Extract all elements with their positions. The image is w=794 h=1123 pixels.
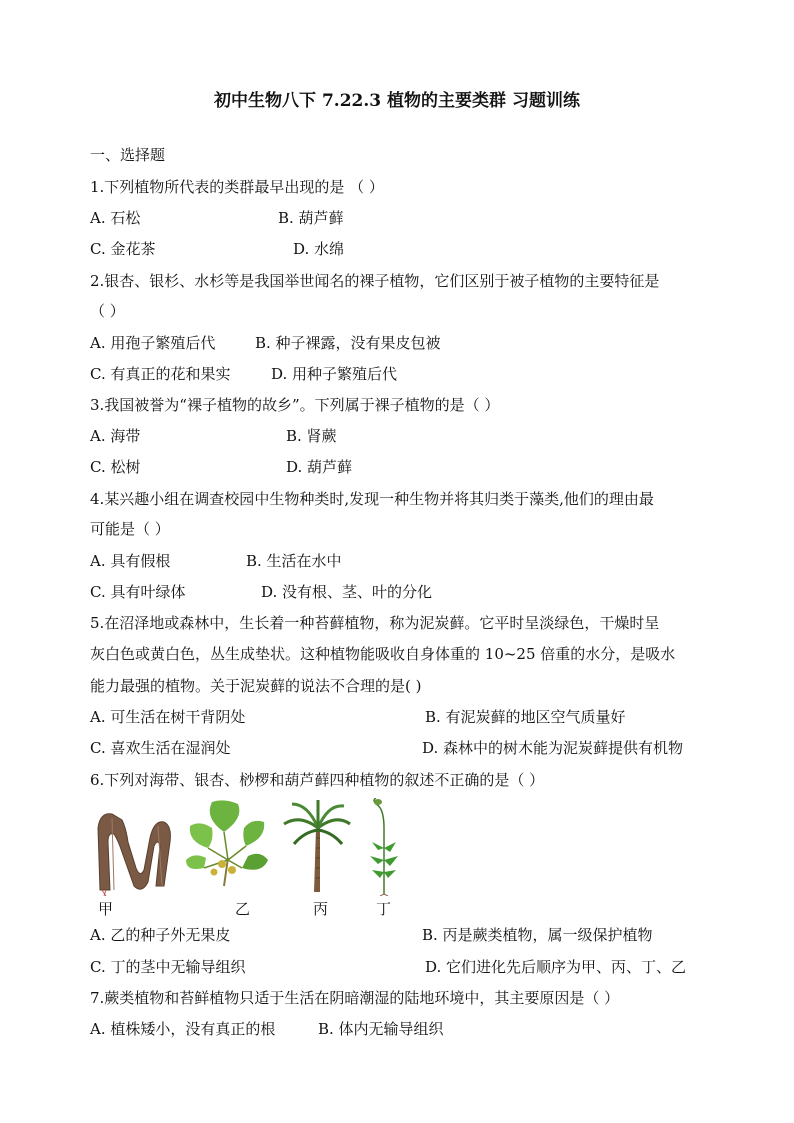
plant-figures xyxy=(92,798,422,898)
tree-fern-illustration xyxy=(282,798,352,894)
question-4-stem: 4.某兴趣小组在调查校园中生物种类时,发现一种生物并将其归类于藻类,他们的理由最 xyxy=(90,490,654,508)
q3-option-c: C. 松树 xyxy=(90,458,141,476)
q6-option-c: C. 丁的茎中无输导组织 xyxy=(90,958,246,976)
question-5-stem-cont-1: 灰白色或黄白色，丛生成垫状。这种植物能吸收自身体重的 10~25 倍重的水分，是吸水 xyxy=(90,645,676,663)
q2-option-d: D. 用种子繁殖后代 xyxy=(271,365,398,383)
q1-option-a: A. 石松 xyxy=(90,209,141,227)
question-6-stem: 6.下列对海带、银杏、桫椤和葫芦藓四种植物的叙述不正确的是（ ） xyxy=(90,771,545,789)
figure-label-ding: 丁 xyxy=(376,900,392,918)
q5-option-b: B. 有泥炭藓的地区空气质量好 xyxy=(425,708,626,726)
q6-option-a: A. 乙的种子外无果皮 xyxy=(90,926,231,944)
section-heading: 一、选择题 xyxy=(90,146,166,164)
question-4-stem-cont: 可能是（ ） xyxy=(90,520,170,538)
q6-option-d: D. 它们进化先后顺序为甲、丙、丁、乙 xyxy=(425,958,687,976)
q1-option-b: B. 葫芦藓 xyxy=(278,209,344,227)
question-1-stem: 1.下列植物所代表的类群最早出现的是 （ ） xyxy=(90,178,384,196)
figure-label-bing: 丙 xyxy=(313,900,329,918)
q4-option-a: A. 具有假根 xyxy=(90,552,171,570)
figure-label-jia: 甲 xyxy=(98,900,114,918)
q2-option-c: C. 有真正的花和果实 xyxy=(90,365,231,383)
q1-option-d: D. 水绵 xyxy=(293,240,345,258)
q4-option-d: D. 没有根、茎、叶的分化 xyxy=(261,583,433,601)
q3-option-a: A. 海带 xyxy=(90,427,141,445)
moss-illustration xyxy=(364,798,404,896)
question-2-stem: 2.银杏、银杉、水杉等是我国举世闻名的裸子植物，它们区别于被子植物的主要特征是 xyxy=(90,272,660,290)
page-title: 初中生物八下 7.22.3 植物的主要类群 习题训练 xyxy=(214,91,580,111)
q7-option-a: A. 植株矮小，没有真正的根 xyxy=(90,1020,276,1038)
figure-label-yi: 乙 xyxy=(235,900,251,918)
q6-option-b: B. 丙是蕨类植物，属一级保护植物 xyxy=(422,926,653,944)
q3-option-d: D. 葫芦藓 xyxy=(286,458,353,476)
q1-option-c: C. 金花茶 xyxy=(90,240,156,258)
q5-option-a: A. 可生活在树干背阴处 xyxy=(90,708,246,726)
q4-option-b: B. 生活在水中 xyxy=(246,552,342,570)
q2-option-b: B. 种子裸露，没有果皮包被 xyxy=(255,334,441,352)
q7-option-b: B. 体内无输导组织 xyxy=(318,1020,444,1038)
question-2-stem-cont: （ ） xyxy=(90,302,125,320)
q4-option-c: C. 具有叶绿体 xyxy=(90,583,186,601)
seaweed-illustration xyxy=(92,798,174,896)
ginkgo-illustration xyxy=(184,798,270,890)
q2-option-a: A. 用孢子繁殖后代 xyxy=(90,334,216,352)
q3-option-b: B. 肾蕨 xyxy=(286,427,337,445)
q5-option-d: D. 森林中的树木能为泥炭藓提供有机物 xyxy=(422,739,684,757)
question-5-stem-cont-2: 能力最强的植物。关于泥炭藓的说法不合理的是( ) xyxy=(90,677,422,695)
question-3-stem: 3.我国被誉为“裸子植物的故乡”。下列属于裸子植物的是（ ） xyxy=(90,396,500,414)
q5-option-c: C. 喜欢生活在湿润处 xyxy=(90,739,231,757)
question-5-stem: 5.在沼泽地或森林中，生长着一种苔藓植物，称为泥炭藓。它平时呈淡绿色，干燥时呈 xyxy=(90,614,660,632)
question-7-stem: 7.蕨类植物和苔鲜植物只适于生活在阴暗潮湿的陆地环境中，其主要原因是（ ） xyxy=(90,989,620,1007)
